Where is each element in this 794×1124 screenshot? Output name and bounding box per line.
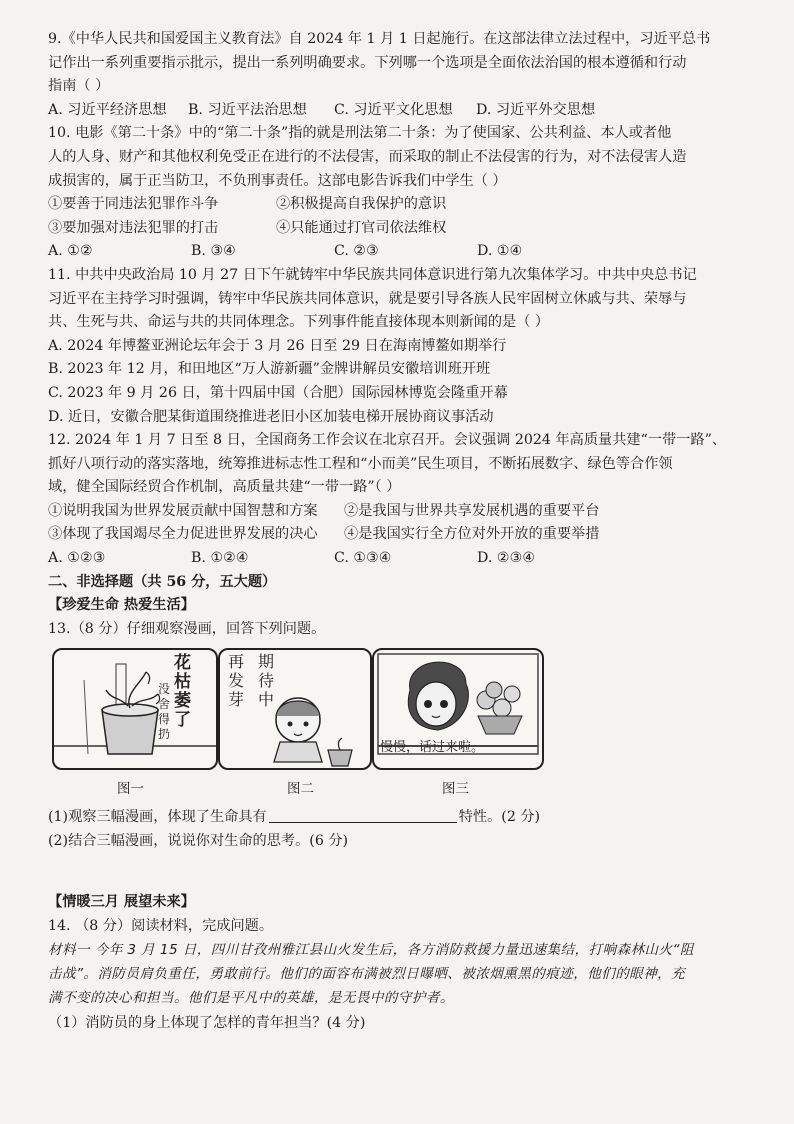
q11-line: 11. 中共中央政治局 10 月 27 日下午就铸牢中华民族共同体意识进行第九次集体学习。中共中央总书记 bbox=[48, 266, 697, 283]
panel1-small-char: 舍 bbox=[158, 697, 171, 711]
question-9 bbox=[48, 28, 756, 122]
q12-statements bbox=[48, 500, 756, 524]
question-11 bbox=[48, 264, 756, 429]
panel2-char: 中 bbox=[258, 690, 275, 709]
panel1-small-char: 没 bbox=[158, 682, 171, 696]
q13-stem: 13.（8 分）仔细观察漫画，回答下列问题。 bbox=[48, 620, 326, 637]
exam-page bbox=[48, 28, 756, 641]
panel1-char: 萎 bbox=[174, 691, 191, 711]
q12-option-a: A. ①②③ bbox=[48, 550, 106, 567]
panel2-char: 发 bbox=[228, 671, 245, 690]
q10-statements bbox=[48, 217, 756, 241]
caption-figure-2: 图二 bbox=[287, 781, 314, 797]
q10-statement: ③要加强对违法犯罪的打击 bbox=[48, 219, 219, 236]
q12-statements bbox=[48, 523, 756, 547]
q14-stem: 14. （8 分）阅读材料，完成问题。 bbox=[48, 917, 274, 934]
question-10 bbox=[48, 122, 756, 264]
q10-line: 人的人身、财产和其他权利免受正在进行的不法侵害，而采取的制止不法侵害的行为，对不法侵害人造 bbox=[48, 148, 687, 165]
q12-statement: ③体现了我国竭尽全力促进世界发展的决心 bbox=[48, 526, 318, 543]
q14-material-line: 材料一 今年 3 月 15 日，四川甘孜州雅江县山火发生后，各方消防救援力量迅速集结，打响森林山火“阻 bbox=[48, 942, 694, 959]
q12-option-d: D. ②③④ bbox=[477, 550, 536, 567]
q10-option-c: C. ②③ bbox=[334, 243, 379, 260]
q10-options bbox=[48, 240, 756, 264]
theme-heading: 【情暖三月 展望未来】 bbox=[48, 894, 195, 911]
q11-option-c: C. 2023 年 9 月 26 日，第十四届中国（合肥）国际园林博览会隆重开幕 bbox=[48, 384, 508, 401]
q12-statement: ④是我国实行全方位对外开放的重要举措 bbox=[344, 526, 600, 543]
comic-panel-1 bbox=[52, 648, 218, 770]
q13-part-2: (2)结合三幅漫画，说说你对生命的思考。(6 分) bbox=[48, 832, 349, 849]
q11-option-b: B. 2023 年 12 月，和田地区“万人游新疆”金牌讲解员安徽培训班开班 bbox=[48, 361, 491, 378]
panel1-small-text-column bbox=[158, 682, 170, 742]
q10-line: 成损害的，属于正当防卫，不负刑事责任。这部电影告诉我们中学生（ ） bbox=[48, 172, 507, 189]
panel2-char: 芽 bbox=[228, 690, 245, 709]
q9-option-c: C. 习近平文化思想 bbox=[334, 101, 453, 118]
q10-option-b: B. ③④ bbox=[191, 243, 236, 260]
q10-statement: ①要善于同违法犯罪作斗争 bbox=[48, 196, 219, 213]
exam-page-lower bbox=[48, 806, 756, 1036]
panel1-text-column bbox=[174, 654, 191, 730]
q11-option-d: D. 近日，安徽合肥某街道围绕推进老旧小区加装电梯开展协商议事活动 bbox=[48, 408, 494, 425]
panel1-char: 了 bbox=[174, 710, 191, 730]
q9-option-b: B. 习近平法治思想 bbox=[188, 101, 307, 118]
comic-panel-2 bbox=[218, 648, 372, 770]
q9-line: 指南（ ） bbox=[48, 78, 110, 95]
question-12 bbox=[48, 429, 756, 571]
q13-part-1-prefix: (1)观察三幅漫画，体现了生命具有 bbox=[48, 809, 267, 825]
q12-line: 抓好八项行动的落实落地，统筹推进标志性工程和“小而美”民生项目，不断拓展数字、绿色等合作领 bbox=[48, 455, 673, 472]
q9-option-a: A. 习近平经济思想 bbox=[48, 101, 167, 118]
panel2-text bbox=[228, 652, 288, 709]
q11-option-a: A. 2024 年博鳌亚洲论坛年会于 3 月 26 日至 29 日在海南博鳌如期举行 bbox=[48, 337, 507, 354]
panel1-small-char: 扔 bbox=[158, 727, 171, 741]
q12-line: 域，健全国际经贸合作机制，高质量共建“一带一路”（ ） bbox=[48, 479, 401, 496]
q14-material-line: 击战”。消防员肩负重任，勇敢前行。他们的面容布满被烈日曝晒、被浓烟熏黑的痕迹，他们的眼神，充 bbox=[48, 966, 686, 983]
q12-option-b: B. ①②④ bbox=[191, 550, 249, 567]
q13-part-1-suffix: 特性。(2 分) bbox=[458, 809, 541, 825]
q13-part-1 bbox=[48, 806, 756, 830]
caption-figure-1: 图一 bbox=[117, 781, 144, 797]
panel1-char: 枯 bbox=[174, 672, 191, 692]
q12-option-c: C. ①③④ bbox=[334, 550, 392, 567]
q14-material-line: 满不变的决心和担当。他们是平凡中的英雄，是无畏中的守护者。 bbox=[48, 990, 454, 1007]
q11-line: 习近平在主持学习时强调，铸牢中华民族共同体意识，就是要引导各族人民牢固树立休戚与共、荣辱与 bbox=[48, 290, 687, 307]
q10-option-d: D. ①④ bbox=[477, 243, 523, 260]
q12-statement: ①说明我国为世界发展贡献中国智慧和方案 bbox=[48, 502, 318, 519]
panel2-char: 待 bbox=[258, 671, 275, 690]
q11-line: 共、生死与共、命运与共的共同体理念。下列事件能直接体现本则新闻的是（ ） bbox=[48, 314, 550, 331]
q10-option-a: A. ①② bbox=[48, 243, 93, 260]
q10-statement: ④只能通过打官司依法维权 bbox=[276, 219, 447, 236]
theme-heading: 【珍爱生命 热爱生活】 bbox=[48, 597, 195, 614]
q12-options bbox=[48, 547, 756, 571]
panel3-text: 慢慢，话过来啦。 bbox=[380, 740, 485, 755]
q12-line: 12. 2024 年 1 月 7 日至 8 日，全国商务工作会议在北京召开。会议强调 2024 年高质量共建“一带一路”、 bbox=[48, 432, 727, 449]
q10-line: 10. 电影《第二十条》中的“第二十条”指的就是刑法第二十条：为了使国家、公共利益、本人或者他 bbox=[48, 125, 672, 142]
section-heading: 二、非选择题（共 56 分，五大题） bbox=[48, 573, 277, 590]
q9-line: 9.《中华人民共和国爱国主义教育法》自 2024 年 1 月 1 日起施行。在这部法律立法过程中，习近平总书 bbox=[48, 31, 711, 47]
q9-option-d: D. 习近平外交思想 bbox=[476, 101, 596, 118]
panel2-char: 期 bbox=[258, 652, 275, 671]
q10-statements bbox=[48, 193, 756, 217]
answer-blank[interactable] bbox=[269, 808, 457, 823]
panel1-char: 花 bbox=[174, 653, 191, 673]
comic-strip bbox=[52, 648, 544, 770]
panel1-small-char: 得 bbox=[158, 712, 171, 726]
q12-statement: ②是我国与世界共享发展机遇的重要平台 bbox=[344, 502, 600, 519]
q10-statement: ②积极提高自我保护的意识 bbox=[276, 196, 447, 213]
panel2-char: 再 bbox=[228, 652, 245, 671]
q9-line: 记作出一系列重要指示批示，提出一系列明确要求。下列哪一个选项是全面依法治国的根本遵循和行动 bbox=[48, 54, 687, 71]
q9-options bbox=[48, 99, 756, 123]
caption-figure-3: 图三 bbox=[442, 781, 469, 797]
q14-part-1: （1）消防员的身上体现了怎样的青年担当？(4 分) bbox=[48, 1015, 366, 1032]
comic-panel-3 bbox=[372, 648, 544, 770]
withered-flower-drawing bbox=[54, 650, 216, 768]
